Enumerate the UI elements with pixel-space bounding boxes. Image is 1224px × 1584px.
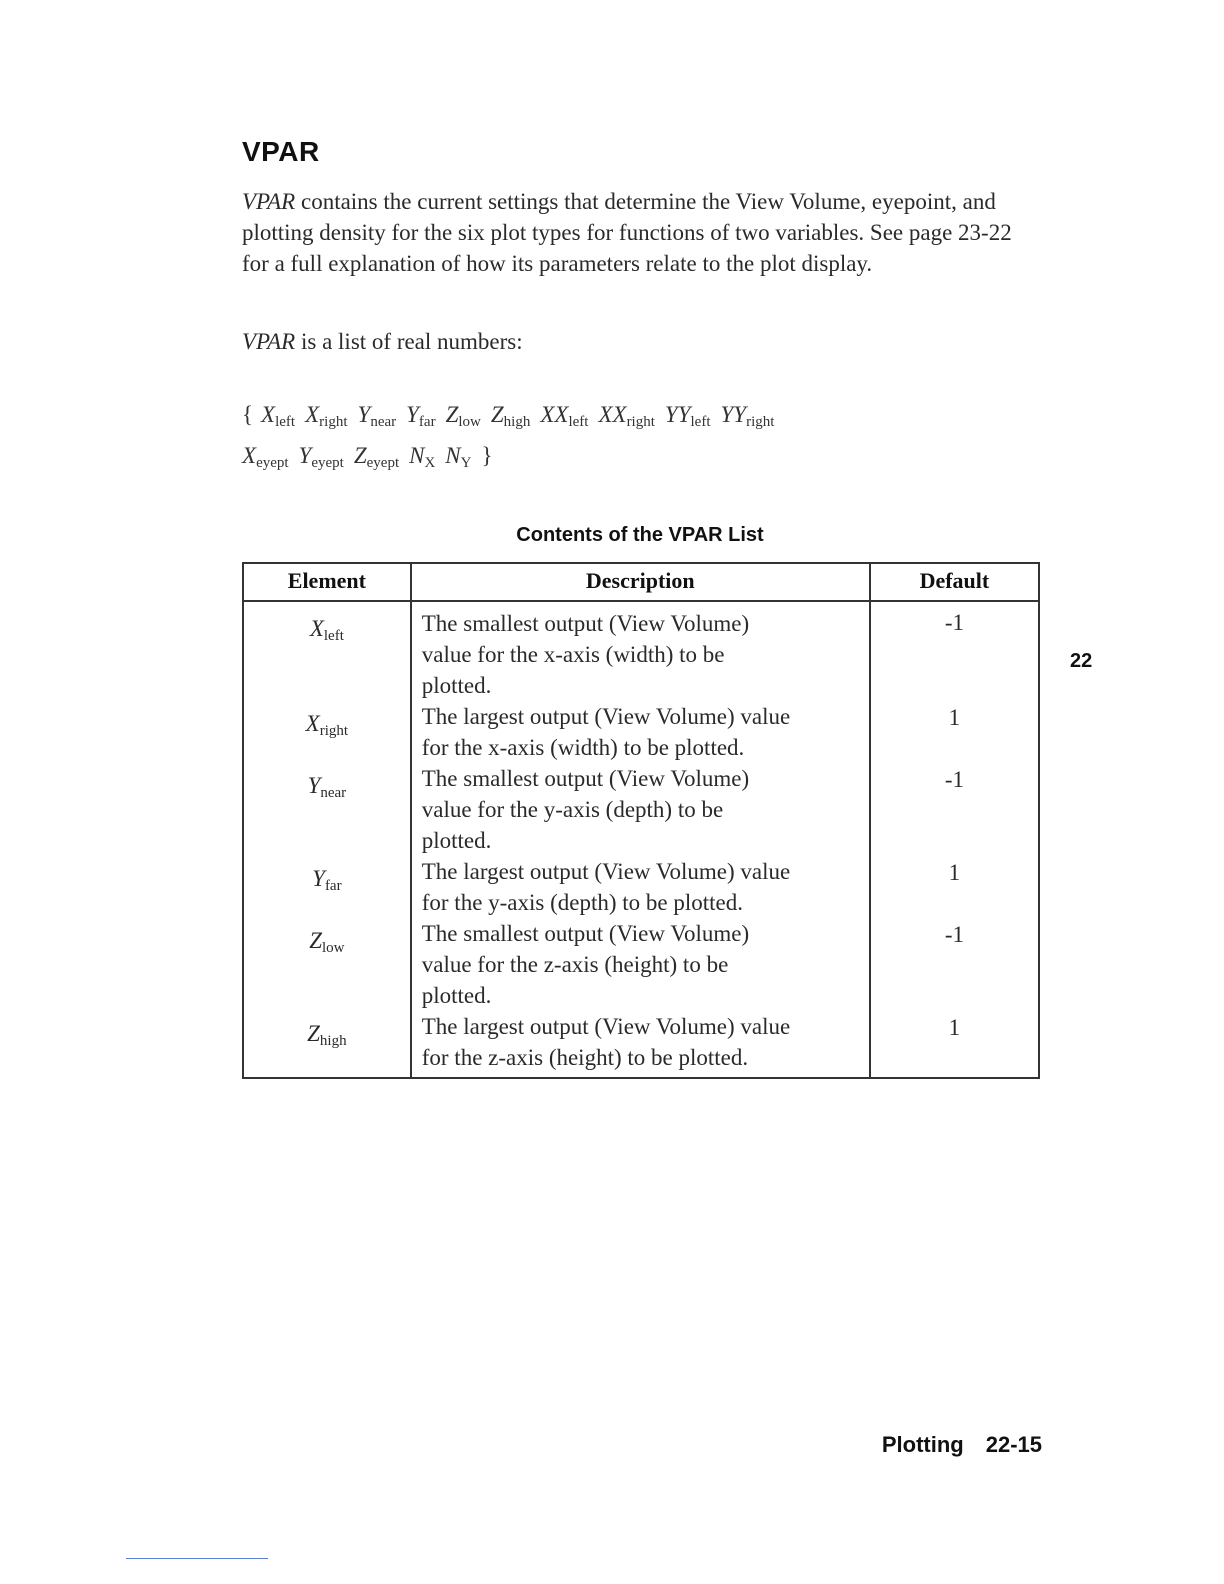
header-element: Element: [243, 563, 411, 601]
description-cell: The largest output (View Volume) value for the z-axis (height) to be plotted.: [411, 1011, 870, 1078]
listing-item: $XX_{right}$: [598, 402, 655, 430]
element-cell: $Z_{high}$: [307, 1021, 347, 1049]
element-cell: $Y_{far}$: [312, 866, 342, 894]
listing-item: $Z_{high}$: [490, 402, 531, 430]
listing-item: $YY_{left}$: [664, 402, 711, 430]
description-cell: The smallest output (View Volume) value for the y-axis (depth) to be plotted.: [411, 763, 870, 856]
default-cell: -1: [870, 601, 1039, 701]
table-caption: Contents of the VPAR List: [516, 524, 764, 546]
listing-item: $Y_{eyept}$: [298, 443, 344, 471]
listing-item: $Z_{low}$: [445, 402, 481, 430]
table-row: [243, 763, 1039, 856]
list-description-text: is a list of real numbers:: [295, 329, 523, 354]
list-description: [242, 326, 1042, 357]
intro-lead-term: VPAR: [242, 189, 296, 214]
listing-item: $N_Y$: [445, 443, 472, 471]
listing-item: $N_X$: [409, 443, 436, 471]
footer-chapter: Plotting: [881, 1432, 964, 1457]
footer-page-number: 22-15: [985, 1432, 1042, 1457]
intro-paragraph: [242, 186, 1042, 279]
listing-item: $Y_{near}$: [357, 402, 397, 430]
description-cell: The smallest output (View Volume) value for the x-axis (width) to be plotted.: [411, 601, 870, 701]
element-cell: $X_{left}$: [309, 616, 344, 644]
table-row: [243, 856, 1039, 918]
description-cell: The smallest output (View Volume) value for the z-axis (height) to be plotted.: [411, 918, 870, 1011]
default-cell: 1: [870, 1011, 1039, 1078]
default-cell: -1: [870, 918, 1039, 1011]
intro-text: contains the current settings that determine the View Volume, eyepoint, and plotting density for the six plot types for functions of two variables. See page 23-22 for a full explanation of how its parameters relate to the plot display.: [242, 189, 1012, 276]
page-footer: [882, 1432, 1042, 1458]
listing-item: $X_{right}$: [305, 402, 348, 430]
listing-item: $Z_{eyept}$: [353, 443, 400, 471]
listing-item: $XX_{left}$: [540, 402, 589, 430]
vpar-contents-table: [242, 562, 1040, 1079]
description-cell: The largest output (View Volume) value for the y-axis (depth) to be plotted.: [411, 856, 870, 918]
listing-item: $YY_{right}$: [720, 402, 775, 430]
table-row: [243, 918, 1039, 1011]
description-cell: The largest output (View Volume) value for the x-axis (width) to be plotted.: [411, 701, 870, 763]
vpar-listing: [242, 398, 1042, 480]
listing-item: $Y_{far}$: [406, 402, 436, 430]
section-title: VPAR: [242, 136, 320, 167]
element-cell: $X_{right}$: [305, 711, 349, 739]
default-cell: -1: [870, 763, 1039, 856]
element-cell: $Z_{low}$: [309, 928, 345, 956]
list-lead-term: VPAR: [242, 329, 296, 354]
table-row: [243, 1011, 1039, 1078]
listing-close-brace: }: [481, 443, 493, 468]
element-cell: $Y_{near}$: [307, 773, 347, 801]
default-cell: 1: [870, 701, 1039, 763]
table-row: [243, 701, 1039, 763]
default-cell: 1: [870, 856, 1039, 918]
header-default: Default: [870, 563, 1039, 601]
chapter-side-tab: 22: [1070, 650, 1093, 672]
table-row: [243, 601, 1039, 701]
bottom-rule: [126, 1558, 268, 1559]
table-header-row: [243, 563, 1039, 601]
header-description: Description: [411, 563, 870, 601]
listing-item: $X_{eyept}$: [242, 443, 289, 471]
listing-item: $X_{left}$: [261, 402, 296, 430]
listing-open-brace: {: [242, 402, 254, 427]
